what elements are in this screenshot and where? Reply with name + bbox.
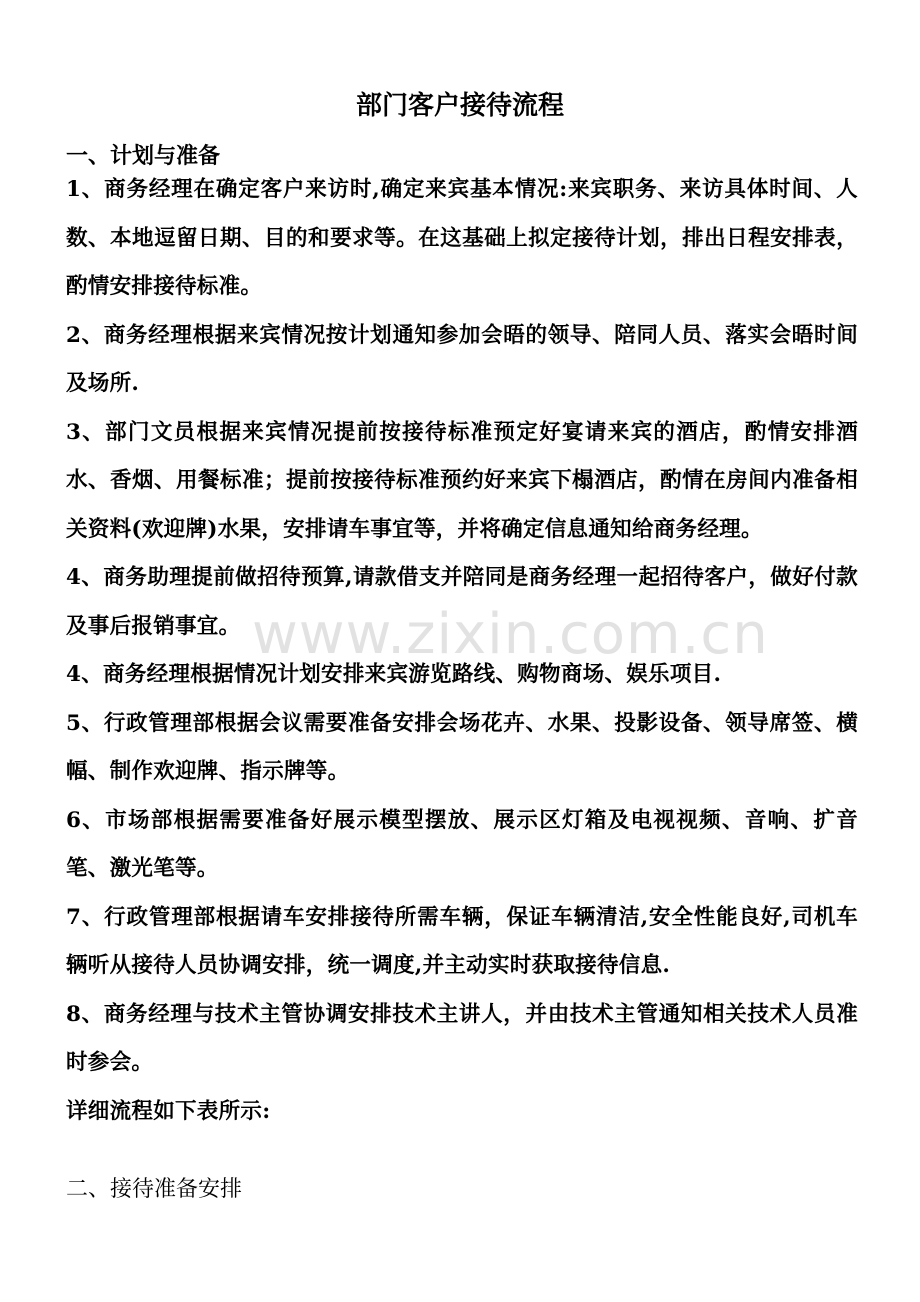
paragraph: 3、部门文员根据来宾情况提前按接待标准预定好宴请来宾的酒店，酌情安排酒水、香烟、用餐标准；提前按接待标准预约好来宾下榻酒店，酌情在房间内准备相关资料(欢迎牌)水果，安排请车事宜等，并将确定信息通知给商务经理。 <box>66 419 858 542</box>
paragraph: 7、行政管理部根据请车安排接待所需车辆，保证车辆清洁,安全性能良好,司机车辆听从接待人员协调安排，统一调度,并主动实时获取接待信息. <box>66 904 858 978</box>
paragraph: 8、商务经理与技术主管协调安排技术主讲人，并由技术主管通知相关技术人员准时参会。 <box>66 1001 858 1075</box>
paragraph: 5、行政管理部根据会议需要准备安排会场花卉、水果、投影设备、领导席签、横幅、制作欢迎牌、指示牌等。 <box>66 710 858 784</box>
paragraph: 6、市场部根据需要准备好展示模型摆放、展示区灯箱及电视视频、音响、扩音笔、激光笔等。 <box>66 807 858 881</box>
document-title: 部门客户接待流程 <box>355 91 564 121</box>
paragraph: 4、商务经理根据情况计划安排来宾游览路线、购物商场、娱乐项目. <box>66 662 722 687</box>
document-body <box>66 166 858 1136</box>
paragraph: 1、商务经理在确定客户来访时,确定来宾基本情况:来宾职务、来访具体时间、人数、本地逗留日期、目的和要求等。在这基础上拟定接待计划，排出日程安排表，酌情安排接待标准。 <box>66 177 858 299</box>
paragraph: 2、商务经理根据来宾情况按计划通知参加会晤的领导、陪同人员、落实会晤时间及场所. <box>66 322 858 396</box>
section-heading-arrangement: 二、接待准备安排 <box>66 1177 243 1202</box>
watermark: www.zixin.com.cn <box>252 602 769 667</box>
paragraph: 4、商务助理提前做招待预算,请款借支并陪同是商务经理一起招待客户，做好付款及事后报销事宜。 <box>66 565 858 639</box>
paragraph: 详细流程如下表所示: <box>66 1098 271 1124</box>
section-heading-plan: 一、计划与准备 <box>66 143 221 169</box>
